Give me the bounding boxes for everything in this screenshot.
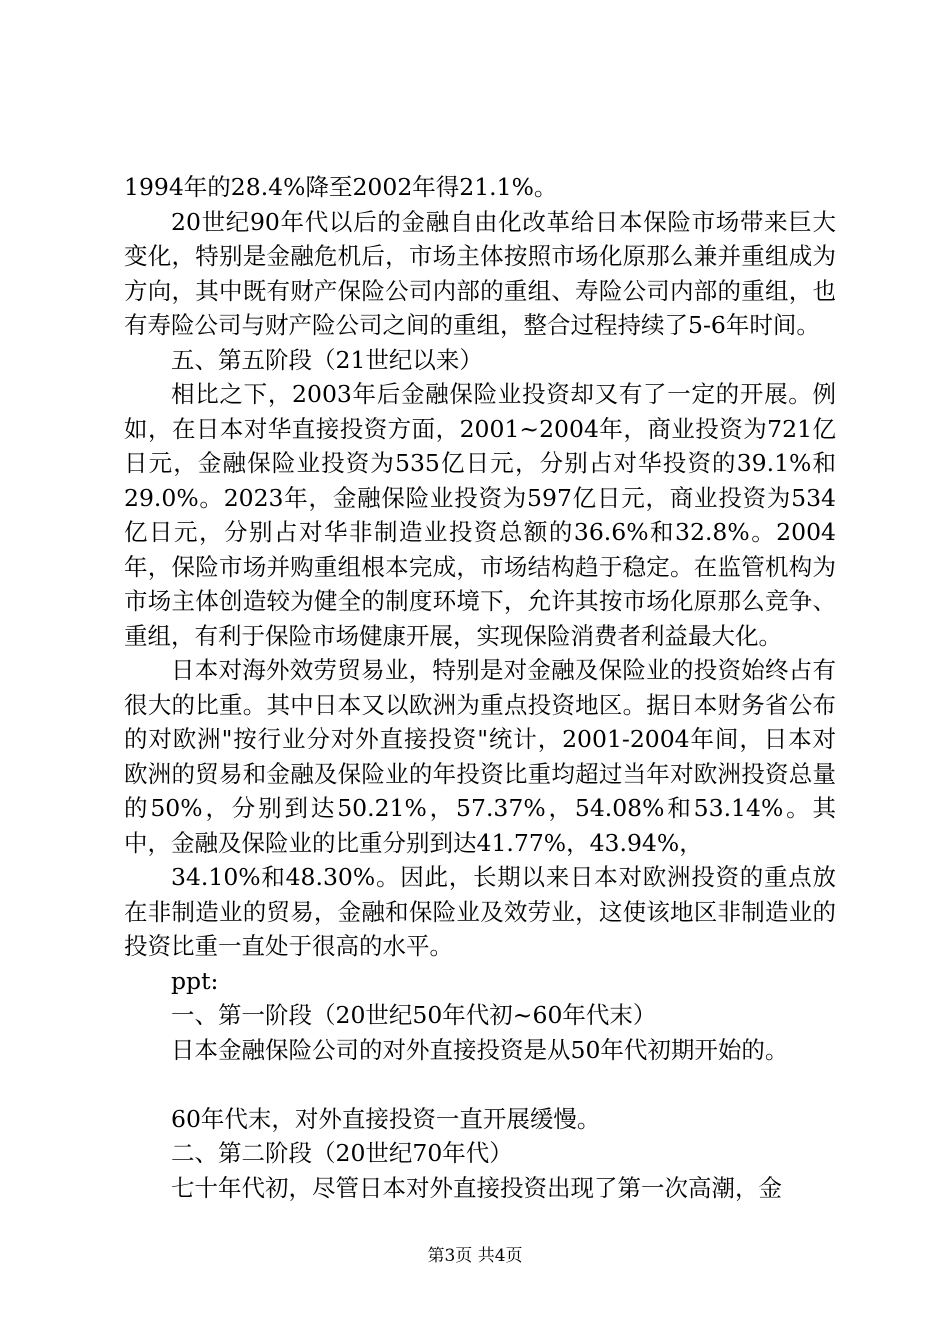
paragraph: ppt:	[171, 966, 219, 995]
paragraph: 日本对海外效劳贸易业，特别是对金融及保险业的投资始终占有很大的比重。其中日本又以欧洲为重点投资地区。据日本财务省公布的对欧洲"按行业分对外直接投资"统计，2001-2004年间，日本对欧洲的贸易和金融及保险业的年投资比重均超过当年对欧洲投资总量的50%，分别到达50.21%，57.37%，54.08%和53.14%。其中，金融及保险业的比重分别到达41.77%，43.94%，	[124, 656, 836, 857]
section-heading: 五、第五阶段（21世纪以来）	[171, 345, 483, 374]
paragraph: 七十年代初，尽管日本对外直接投资出现了第一次高潮，金	[171, 1173, 782, 1202]
page-footer: 第3页 共4页	[427, 1246, 523, 1266]
document-body	[124, 170, 836, 1205]
paragraph: 34.10%和48.30%。因此，长期以来日本对欧洲投资的重点放在非制造业的贸易，金融和保险业及效劳业，这使该地区非制造业的投资比重一直处于很高的水平。	[124, 863, 836, 960]
paragraph: 相比之下，2003年后金融保险业投资却又有了一定的开展。例如，在日本对华直接投资方面，2001~2004年，商业投资为721亿日元，金融保险业投资为535亿日元，分别占对华投资的39.1%和29.0%。2023年，金融保险业投资为597亿日元，商业投资为534亿日元，分别占对华非制造业投资总额的36.6%和32.8%。2004年，保险市场并购重组根本完成，市场结构趋于稳定。在监管机构为市场主体创造较为健全的制度环境下，允许其按市场化原那么竞争、重组，有利于保险市场健康开展，实现保险消费者利益最大化。	[124, 380, 836, 650]
paragraph: 60年代末，对外直接投资一直开展缓慢。	[171, 1104, 601, 1133]
section-heading: 二、第二阶段（20世纪70年代）	[171, 1139, 513, 1167]
blank-line	[124, 1067, 836, 1102]
section-heading: 一、第一阶段（20世纪50年代初~60年代末）	[171, 1001, 657, 1029]
paragraph: 20世纪90年代以后的金融自由化改革给日本保险市场带来巨大变化，特别是金融危机后，市场主体按照市场化原那么兼并重组成为方向，其中既有财产保险公司内部的重组、寿险公司内部的重组，也有寿险公司与财产险公司之间的重组，整合过程持续了5-6年时间。	[124, 207, 836, 339]
paragraph: 日本金融保险公司的对外直接投资是从50年代初期开始的。	[171, 1035, 789, 1064]
paragraph: 1994年的28.4%降至2002年得21.1%。	[124, 173, 558, 201]
